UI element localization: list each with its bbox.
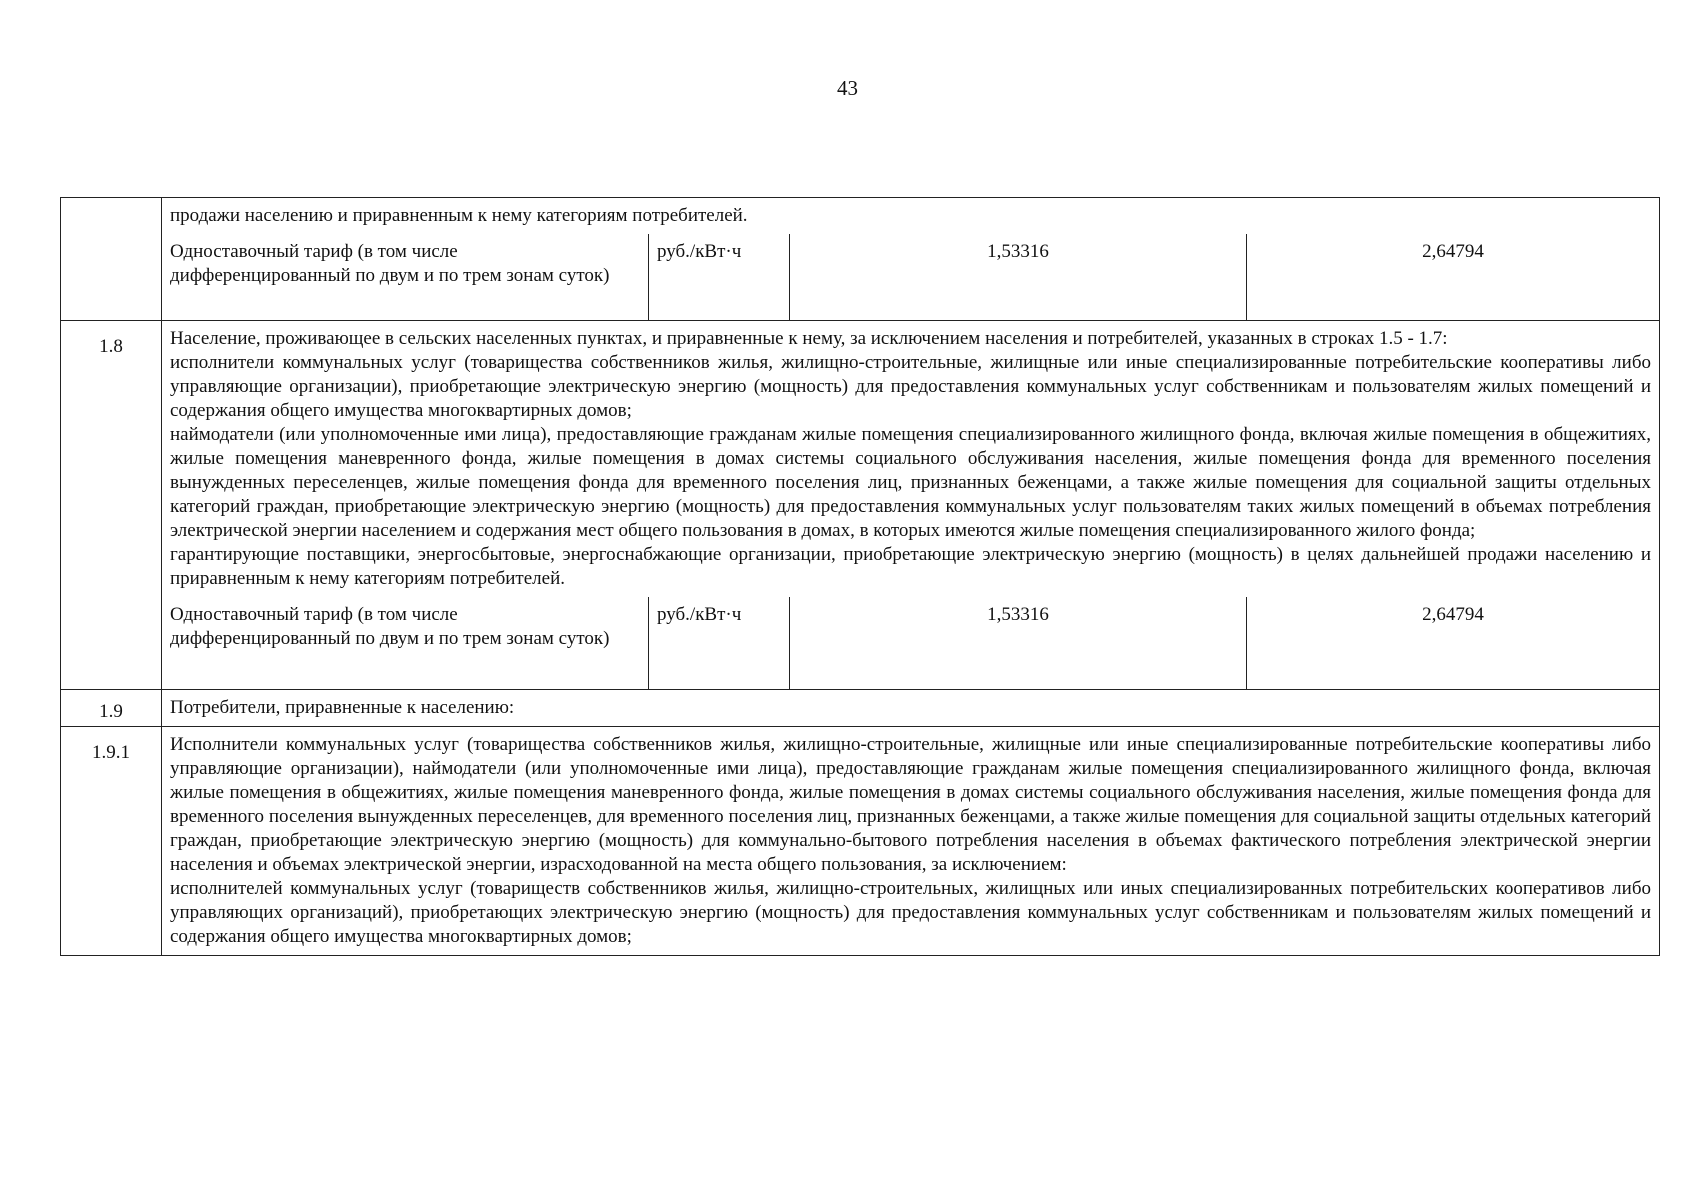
paragraph: исполнители коммунальных услуг (товарищества собственников жилья, жилищно-строительные, жилищные или иные специализированные потребительские кооперативы либо управляющие организации), приобретающие электрическую энергию (мощность) для предоставления коммунальных услуг собственникам и пользователям жилых помещений и содержания общего имущества многоквартирных домов; <box>170 352 1651 421</box>
tariff-value-1: 1,53316 <box>790 234 1247 320</box>
row-text <box>162 321 1659 597</box>
tariff-value-1: 1,53316 <box>790 597 1247 689</box>
table-row <box>61 727 1660 956</box>
row-text <box>162 198 1659 234</box>
paragraph: гарантирующие поставщики, энергосбытовые, энергоснабжающие организации, приобретающие электрическую энергию (мощность) в целях дальнейшей продажи населению и приравненным к нему категориям потребителей. <box>170 544 1651 589</box>
tariff-unit: руб./кВт·ч <box>649 597 790 689</box>
tariff-description: Одноставочный тариф (в том числе дифференцированный по двум и по трем зонам суток) <box>162 234 649 320</box>
table-row <box>61 321 1660 690</box>
table-row <box>61 198 1660 321</box>
tariff-subtable <box>162 597 1659 689</box>
row-number: 1.8 <box>61 321 162 690</box>
paragraph: наймодатели (или уполномоченные ими лица), предоставляющие гражданам жилые помещения специализированного жилищного фонда, включая жилые помещения в общежитиях, жилые помещения маневренного фонда, жилые помещения в домах системы социального обслуживания населения, жилые помещения фонда для временного поселения вынужденных переселенцев, жилые помещения фонда для временного поселения лиц, признанных беженцами, а также жилые помещения для социальной защиты отдельных категорий граждан, приобретающие электрическую энергию (мощность) для предоставления коммунальных услуг пользователям таких жилых помещений в объемах потребления электрической энергии населением и содержания мест общего пользования в домах, в которых имеются жилые помещения специализированного жилого фонда; <box>170 424 1651 541</box>
tariff-subtable <box>162 234 1659 320</box>
tariff-table <box>60 197 1660 956</box>
row-number: 1.9.1 <box>61 727 162 956</box>
tariff-description: Одноставочный тариф (в том числе дифференцированный по двум и по трем зонам суток) <box>162 597 649 689</box>
paragraph: исполнителей коммунальных услуг (товариществ собственников жилья, жилищно-строительных, жилищных или иных специализированных потребительских кооперативов либо управляющих организаций), приобретающих электрическую энергию (мощность) для предоставления коммунальных услуг собственникам и пользователям жилых помещений и содержания общего имущества многоквартирных домов; <box>170 878 1651 947</box>
tariff-unit: руб./кВт·ч <box>649 234 790 320</box>
row-number <box>61 198 162 321</box>
paragraph: Исполнители коммунальных услуг (товарищества собственников жилья, жилищно-строительные, жилищные или иные специализированные потребительские кооперативы либо управляющие организации), наймодатели (или уполномоченные ими лица), предоставляющие гражданам жилые помещения специализированного жилищного фонда, включая жилые помещения в общежитиях, жилые помещения маневренного фонда, жилые помещения в домах системы социального обслуживания населения, жилые помещения фонда для временного поселения вынужденных переселенцев, для временного поселения лиц, признанных беженцами, а также жилые помещения для социальной защиты отдельных категорий граждан, приобретающие электрическую энергию (мощность) для коммунально-бытового потребления населения в объемах фактического потребления электрической энергии населения и объемах электрической энергии, израсходованной на места общего пользования, за исключением: <box>170 734 1651 875</box>
paragraph: Потребители, приравненные к населению: <box>170 697 515 718</box>
paragraph: Население, проживающее в сельских населенных пунктах, и приравненные к нему, за исключением населения и потребителей, указанных в строках 1.5 - 1.7: <box>170 328 1448 349</box>
tariff-value-2: 2,64794 <box>1247 234 1660 320</box>
page-number: 43 <box>837 76 858 100</box>
table-row <box>61 690 1660 727</box>
paragraph: продажи населению и приравненным к нему категориям потребителей. <box>170 205 748 226</box>
tariff-value-2: 2,64794 <box>1247 597 1660 689</box>
row-number: 1.9 <box>61 690 162 727</box>
tariff-row <box>162 234 1659 320</box>
tariff-row <box>162 597 1659 689</box>
